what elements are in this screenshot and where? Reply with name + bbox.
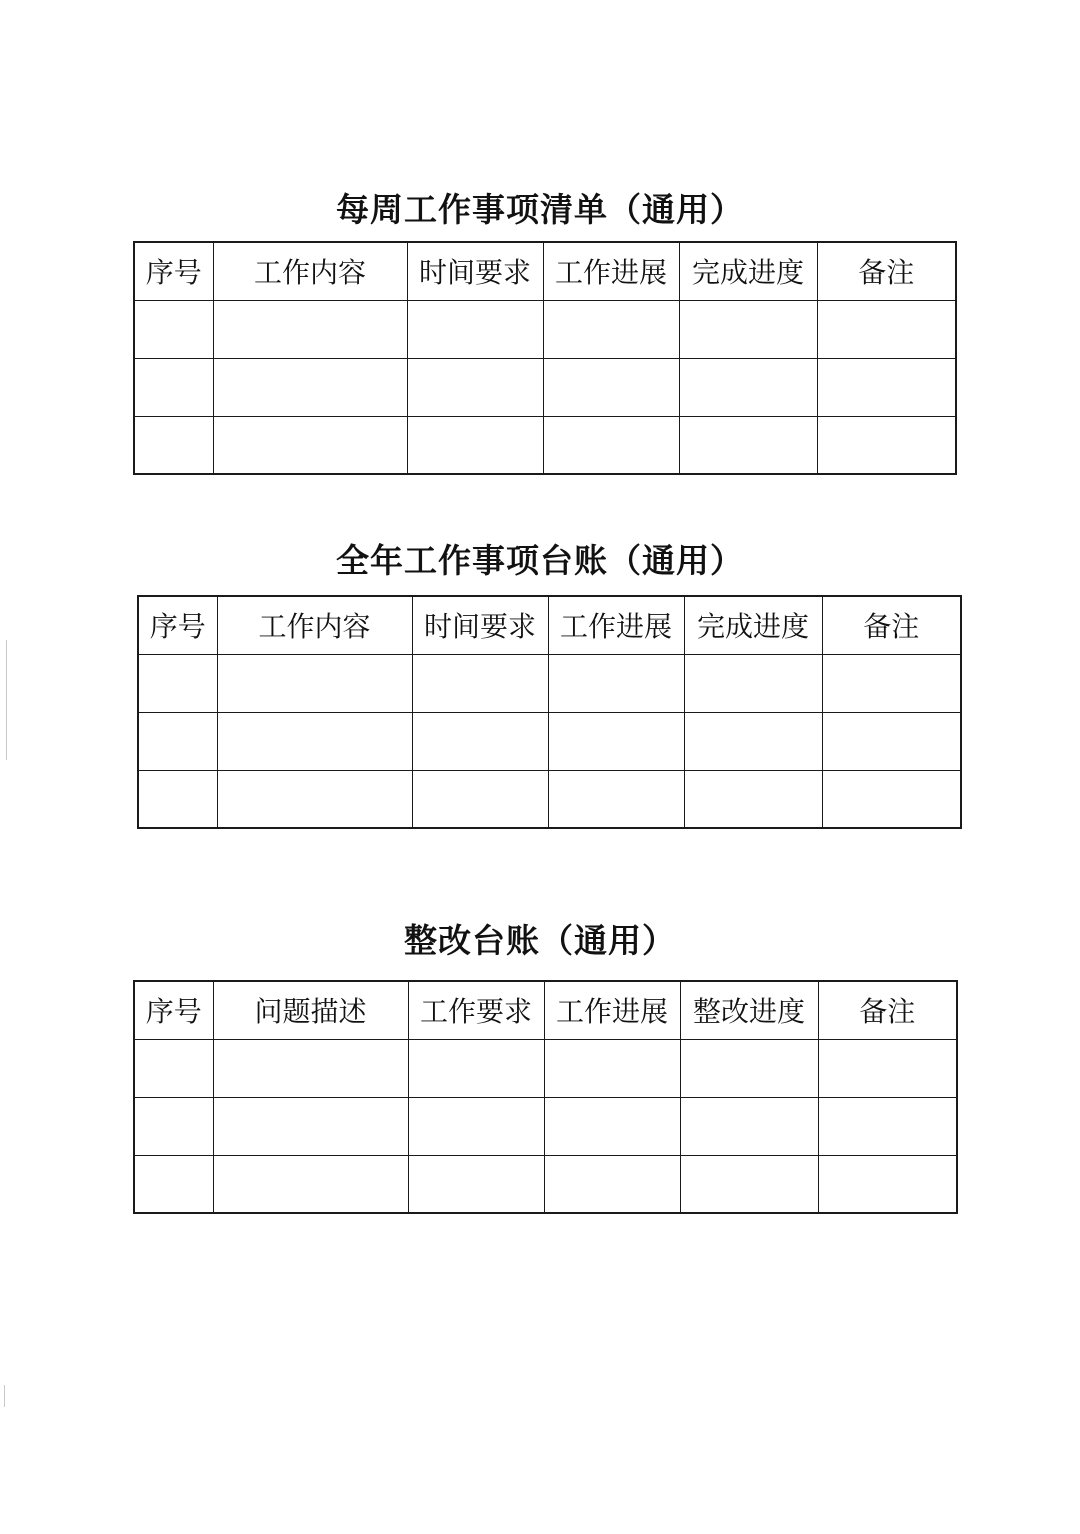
table-cell[interactable] [213, 1155, 408, 1213]
table-row [138, 770, 961, 828]
table-cell[interactable] [213, 300, 407, 358]
table-cell[interactable] [543, 416, 679, 474]
rectification-ledger-title: 整改台账（通用） [404, 921, 676, 960]
header-cell: 备注 [818, 981, 957, 1039]
header-cell: 整改进度 [680, 981, 818, 1039]
table-cell[interactable] [818, 1155, 957, 1213]
table-cell[interactable] [544, 1039, 680, 1097]
table-row [134, 1039, 957, 1097]
table-cell[interactable] [680, 1155, 818, 1213]
annual-ledger-table [137, 595, 962, 829]
table-cell[interactable] [817, 416, 956, 474]
table-row [134, 416, 956, 474]
table-cell[interactable] [408, 1155, 544, 1213]
table-cell[interactable] [138, 770, 217, 828]
rectification-ledger-table [133, 980, 958, 1214]
table-cell[interactable] [684, 712, 822, 770]
table-cell[interactable] [134, 416, 213, 474]
header-cell: 备注 [822, 596, 961, 654]
header-cell: 工作进展 [543, 242, 679, 300]
table-cell[interactable] [408, 1097, 544, 1155]
table-cell[interactable] [412, 654, 548, 712]
header-cell: 工作要求 [408, 981, 544, 1039]
table-cell[interactable] [679, 300, 817, 358]
table-cell[interactable] [543, 358, 679, 416]
table-cell[interactable] [544, 1155, 680, 1213]
table-row [138, 654, 961, 712]
header-cell: 时间要求 [407, 242, 543, 300]
table-cell[interactable] [134, 300, 213, 358]
table-cell[interactable] [134, 1039, 213, 1097]
table-cell[interactable] [817, 358, 956, 416]
table-cell[interactable] [407, 416, 543, 474]
table-cell[interactable] [213, 1097, 408, 1155]
table-cell[interactable] [822, 654, 961, 712]
header-cell: 完成进度 [679, 242, 817, 300]
table-cell[interactable] [213, 1039, 408, 1097]
table-cell[interactable] [543, 300, 679, 358]
table-cell[interactable] [217, 770, 412, 828]
table-cell[interactable] [679, 358, 817, 416]
table-cell[interactable] [544, 1097, 680, 1155]
table-cell[interactable] [213, 416, 407, 474]
table-cell[interactable] [217, 712, 412, 770]
table-cell[interactable] [680, 1039, 818, 1097]
table-cell[interactable] [680, 1097, 818, 1155]
scan-edge-mark [4, 1385, 5, 1407]
header-cell: 序号 [134, 981, 213, 1039]
table-cell[interactable] [408, 1039, 544, 1097]
table-row [134, 358, 956, 416]
table-cell[interactable] [407, 300, 543, 358]
table-cell[interactable] [138, 654, 217, 712]
table-row [138, 712, 961, 770]
weekly-list-title: 每周工作事项清单（通用） [336, 190, 744, 229]
header-cell: 序号 [134, 242, 213, 300]
table-header-row [138, 596, 961, 654]
table-cell[interactable] [684, 770, 822, 828]
table-cell[interactable] [213, 358, 407, 416]
table-cell[interactable] [134, 1155, 213, 1213]
table-cell[interactable] [134, 358, 213, 416]
annual-ledger-title: 全年工作事项台账（通用） [336, 541, 744, 580]
header-cell: 工作进展 [548, 596, 684, 654]
table-cell[interactable] [217, 654, 412, 712]
table-cell[interactable] [822, 770, 961, 828]
table-cell[interactable] [134, 1097, 213, 1155]
header-cell: 序号 [138, 596, 217, 654]
table-cell[interactable] [138, 712, 217, 770]
table-row [134, 300, 956, 358]
table-row [134, 1155, 957, 1213]
weekly-list-table [133, 241, 957, 475]
table-cell[interactable] [407, 358, 543, 416]
table-header-row [134, 242, 956, 300]
table-cell[interactable] [548, 654, 684, 712]
table-cell[interactable] [684, 654, 822, 712]
table-cell[interactable] [548, 770, 684, 828]
table-header-row [134, 981, 957, 1039]
header-cell: 工作进展 [544, 981, 680, 1039]
table-cell[interactable] [412, 712, 548, 770]
table-cell[interactable] [818, 1097, 957, 1155]
header-cell: 工作内容 [217, 596, 412, 654]
table-cell[interactable] [412, 770, 548, 828]
header-cell: 备注 [817, 242, 956, 300]
table-row [134, 1097, 957, 1155]
table-cell[interactable] [548, 712, 684, 770]
table-cell[interactable] [818, 1039, 957, 1097]
table-cell[interactable] [817, 300, 956, 358]
header-cell: 问题描述 [213, 981, 408, 1039]
scan-edge-mark [6, 640, 7, 760]
table-cell[interactable] [822, 712, 961, 770]
header-cell: 时间要求 [412, 596, 548, 654]
header-cell: 完成进度 [684, 596, 822, 654]
header-cell: 工作内容 [213, 242, 407, 300]
table-cell[interactable] [679, 416, 817, 474]
